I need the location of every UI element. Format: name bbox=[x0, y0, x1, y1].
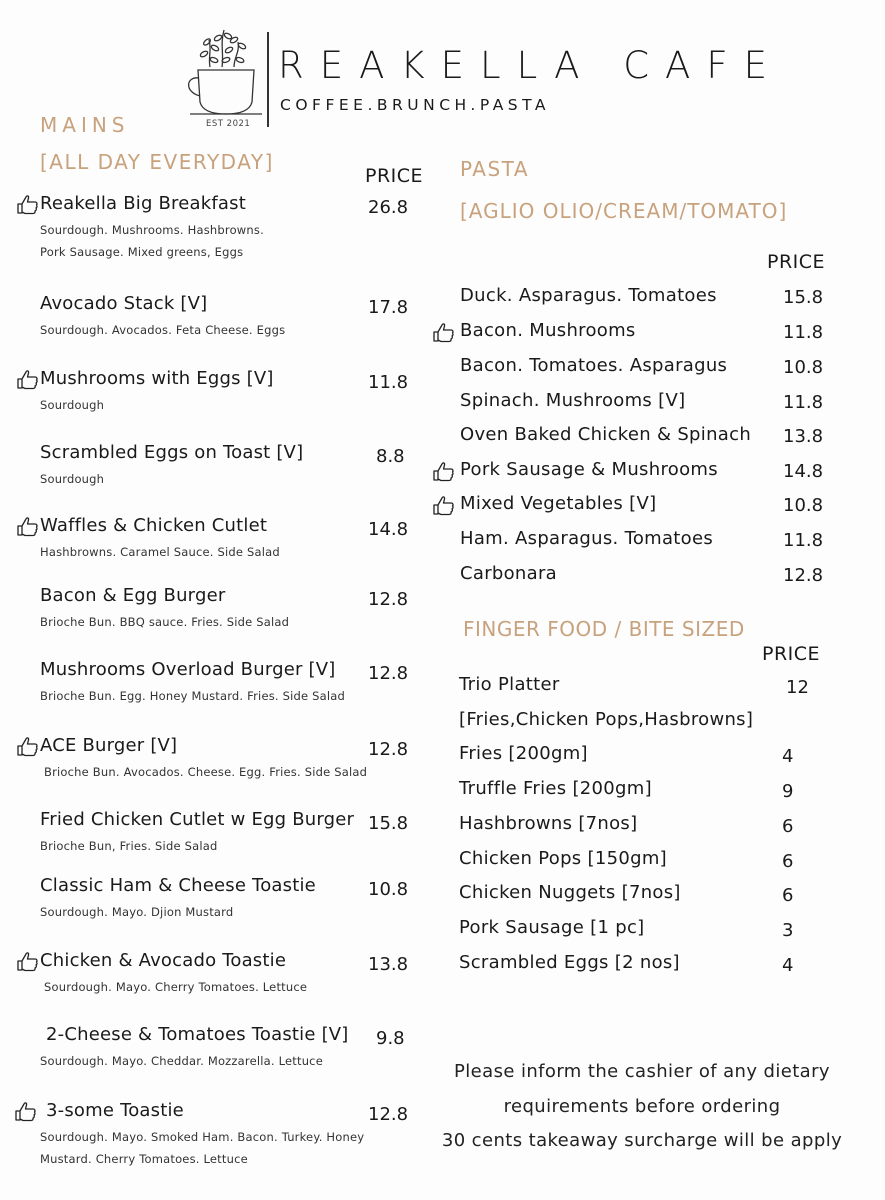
menu-item-price: 9.8 bbox=[376, 1028, 405, 1049]
recommended-thumbs-up-icon bbox=[16, 736, 39, 761]
menu-item-name: Bacon & Egg Burger bbox=[40, 585, 226, 606]
finger-food-item-name: Trio Platter bbox=[459, 674, 560, 695]
menu-item-description: Sourdough. Mayo. Djion Mustard bbox=[40, 905, 234, 919]
finger-food-item-price: 4 bbox=[782, 955, 794, 976]
cafe-logo bbox=[182, 22, 267, 132]
takeaway-surcharge-note: 30 cents takeaway surcharge will be apply bbox=[441, 1130, 843, 1151]
menu-item-name: Classic Ham & Cheese Toastie bbox=[40, 875, 316, 896]
finger-food-item-price: 3 bbox=[782, 920, 794, 941]
finger-food-item-name: Chicken Nuggets [7nos] bbox=[459, 882, 681, 903]
header-divider bbox=[267, 32, 269, 127]
thumbs-up-icon bbox=[16, 736, 39, 757]
menu-item-price: 12.8 bbox=[368, 739, 409, 760]
menu-item-description: Brioche Bun. BBQ sauce. Fries. Side Salad bbox=[40, 615, 290, 629]
pasta-title: PASTA bbox=[460, 157, 530, 181]
pasta-item-price: 14.8 bbox=[783, 461, 824, 482]
menu-item-description-line-2: Pork Sausage. Mixed greens, Eggs bbox=[40, 245, 244, 259]
thumbs-up-icon bbox=[432, 495, 455, 516]
menu-item-price: 12.8 bbox=[368, 1104, 409, 1125]
pasta-item-price: 15.8 bbox=[783, 287, 824, 308]
menu-item-price: 17.8 bbox=[368, 297, 409, 318]
finger-food-item-name: Chicken Pops [150gm] bbox=[459, 848, 667, 869]
cafe-name: REAKELLA CAFE bbox=[278, 44, 783, 87]
menu-item-price: 14.8 bbox=[368, 519, 409, 540]
menu-item-description: Hashbrowns. Caramel Sauce. Side Salad bbox=[40, 545, 280, 559]
menu-item-price: 12.8 bbox=[368, 589, 409, 610]
thumbs-up-icon bbox=[16, 951, 39, 972]
menu-item-name: Mushrooms with Eggs [V] bbox=[40, 368, 274, 389]
menu-item-name: Avocado Stack [V] bbox=[40, 293, 208, 314]
established-year: EST 2021 bbox=[206, 119, 251, 129]
thumbs-up-icon bbox=[16, 516, 39, 537]
pasta-item-price: 11.8 bbox=[783, 392, 824, 413]
pasta-item-price: 11.8 bbox=[783, 530, 824, 551]
cafe-tagline: COFFEE.BRUNCH.PASTA bbox=[280, 96, 551, 114]
finger-food-item-price: 6 bbox=[782, 851, 794, 872]
menu-item-name: Chicken & Avocado Toastie bbox=[40, 950, 287, 971]
menu-item-description: Sourdough. Mayo. Cheddar. Mozzarella. Lettuce bbox=[40, 1054, 323, 1068]
thumbs-up-icon bbox=[432, 461, 455, 482]
finger-food-item-price: 4 bbox=[782, 746, 794, 767]
menu-item-price: 11.8 bbox=[368, 372, 409, 393]
thumbs-up-icon bbox=[16, 369, 39, 390]
dietary-note-line-1: Please inform the cashier of any dietary bbox=[454, 1061, 830, 1082]
pasta-subtitle: [AGLIO OLIO/CREAM/TOMATO] bbox=[460, 199, 788, 223]
finger-food-item-name: Pork Sausage [1 pc] bbox=[459, 917, 645, 938]
finger-food-item-price: 9 bbox=[782, 781, 794, 802]
menu-item-name: Fried Chicken Cutlet w Egg Burger bbox=[40, 809, 355, 830]
finger-food-item-price: 6 bbox=[782, 816, 794, 837]
recommended-thumbs-up-icon bbox=[14, 1101, 37, 1126]
menu-item-description: Sourdough. Mushrooms. Hashbrowns. bbox=[40, 223, 264, 237]
menu-item-description: Brioche Bun. Egg. Honey Mustard. Fries. Side Salad bbox=[40, 689, 346, 703]
recommended-thumbs-up-icon bbox=[16, 516, 39, 541]
menu-item-name: 2-Cheese & Tomatoes Toastie [V] bbox=[46, 1024, 349, 1045]
pasta-item-name: Pork Sausage & Mushrooms bbox=[460, 459, 718, 480]
thumbs-up-icon bbox=[16, 194, 39, 215]
recommended-thumbs-up-icon bbox=[16, 951, 39, 976]
menu-item-description: Sourdough. Mayo. Cherry Tomatoes. Lettuce bbox=[44, 980, 308, 994]
pasta-item-name: Ham. Asparagus. Tomatoes bbox=[460, 528, 714, 549]
menu-item-description: Brioche Bun, Fries. Side Salad bbox=[40, 839, 218, 853]
menu-item-price: 10.8 bbox=[368, 879, 409, 900]
menu-item-name: 3-some Toastie bbox=[46, 1100, 184, 1121]
mains-subtitle: [ALL DAY EVERYDAY] bbox=[40, 150, 274, 174]
pasta-item-name: Carbonara bbox=[460, 563, 558, 584]
finger-food-item-name: Hashbrowns [7nos] bbox=[459, 813, 638, 834]
finger-food-item-name: Scrambled Eggs [2 nos] bbox=[459, 952, 680, 973]
menu-item-price: 13.8 bbox=[368, 954, 409, 975]
pasta-item-price: 10.8 bbox=[783, 495, 824, 516]
finger-food-item-price: 6 bbox=[782, 885, 794, 906]
menu-item-name: Scrambled Eggs on Toast [V] bbox=[40, 442, 304, 463]
finger-food-price-header: PRICE bbox=[762, 643, 821, 665]
recommended-thumbs-up-icon bbox=[432, 495, 455, 520]
menu-item-price: 15.8 bbox=[368, 813, 409, 834]
menu-item-name: Waffles & Chicken Cutlet bbox=[40, 515, 268, 536]
dietary-note-line-2: requirements before ordering bbox=[503, 1096, 781, 1117]
pasta-price-header: PRICE bbox=[767, 251, 826, 273]
pasta-item-name: Bacon. Tomatoes. Asparagus bbox=[460, 355, 728, 376]
pasta-item-name: Mixed Vegetables [V] bbox=[460, 493, 657, 514]
coffee-cup-logo-icon bbox=[182, 22, 267, 132]
finger-food-item-name: [Fries,Chicken Pops,Hasbrowns] bbox=[459, 709, 754, 730]
menu-item-description: Sourdough bbox=[40, 398, 105, 412]
menu-item-description-line-2: Mustard. Cherry Tomatoes. Lettuce bbox=[40, 1152, 248, 1166]
recommended-thumbs-up-icon bbox=[16, 194, 39, 219]
pasta-item-price: 10.8 bbox=[783, 357, 824, 378]
finger-food-item-name: Fries [200gm] bbox=[459, 743, 588, 764]
pasta-item-name: Bacon. Mushrooms bbox=[460, 320, 636, 341]
menu-item-price: 12.8 bbox=[368, 663, 409, 684]
pasta-item-name: Spinach. Mushrooms [V] bbox=[460, 390, 686, 411]
pasta-item-name: Oven Baked Chicken & Spinach bbox=[460, 424, 752, 445]
recommended-thumbs-up-icon bbox=[16, 369, 39, 394]
menu-item-price: 26.8 bbox=[368, 197, 409, 218]
thumbs-up-icon bbox=[432, 322, 455, 343]
menu-item-name: Reakella Big Breakfast bbox=[40, 193, 246, 214]
menu-item-description: Sourdough. Mayo. Smoked Ham. Bacon. Turkey. Honey bbox=[40, 1130, 365, 1144]
finger-food-item-name: Truffle Fries [200gm] bbox=[459, 778, 652, 799]
pasta-item-price: 13.8 bbox=[783, 426, 824, 447]
pasta-item-price: 11.8 bbox=[783, 322, 824, 343]
recommended-thumbs-up-icon bbox=[432, 461, 455, 486]
menu-item-description: Sourdough bbox=[40, 472, 105, 486]
thumbs-up-icon bbox=[14, 1101, 37, 1122]
pasta-item-price: 12.8 bbox=[783, 565, 824, 586]
mains-price-header: PRICE bbox=[365, 165, 424, 187]
mains-title: MAINS bbox=[40, 113, 130, 137]
recommended-thumbs-up-icon bbox=[432, 322, 455, 347]
menu-item-name: ACE Burger [V] bbox=[40, 735, 178, 756]
menu-item-name: Mushrooms Overload Burger [V] bbox=[40, 659, 336, 680]
menu-item-price: 8.8 bbox=[376, 446, 405, 467]
menu-item-description: Sourdough. Avocados. Feta Cheese. Eggs bbox=[40, 323, 286, 337]
pasta-item-name: Duck. Asparagus. Tomatoes bbox=[460, 285, 717, 306]
finger-food-title: FINGER FOOD / BITE SIZED bbox=[463, 617, 745, 641]
finger-food-item-price: 12 bbox=[786, 677, 809, 698]
menu-item-description: Brioche Bun. Avocados. Cheese. Egg. Fries. Side Salad bbox=[44, 765, 368, 779]
